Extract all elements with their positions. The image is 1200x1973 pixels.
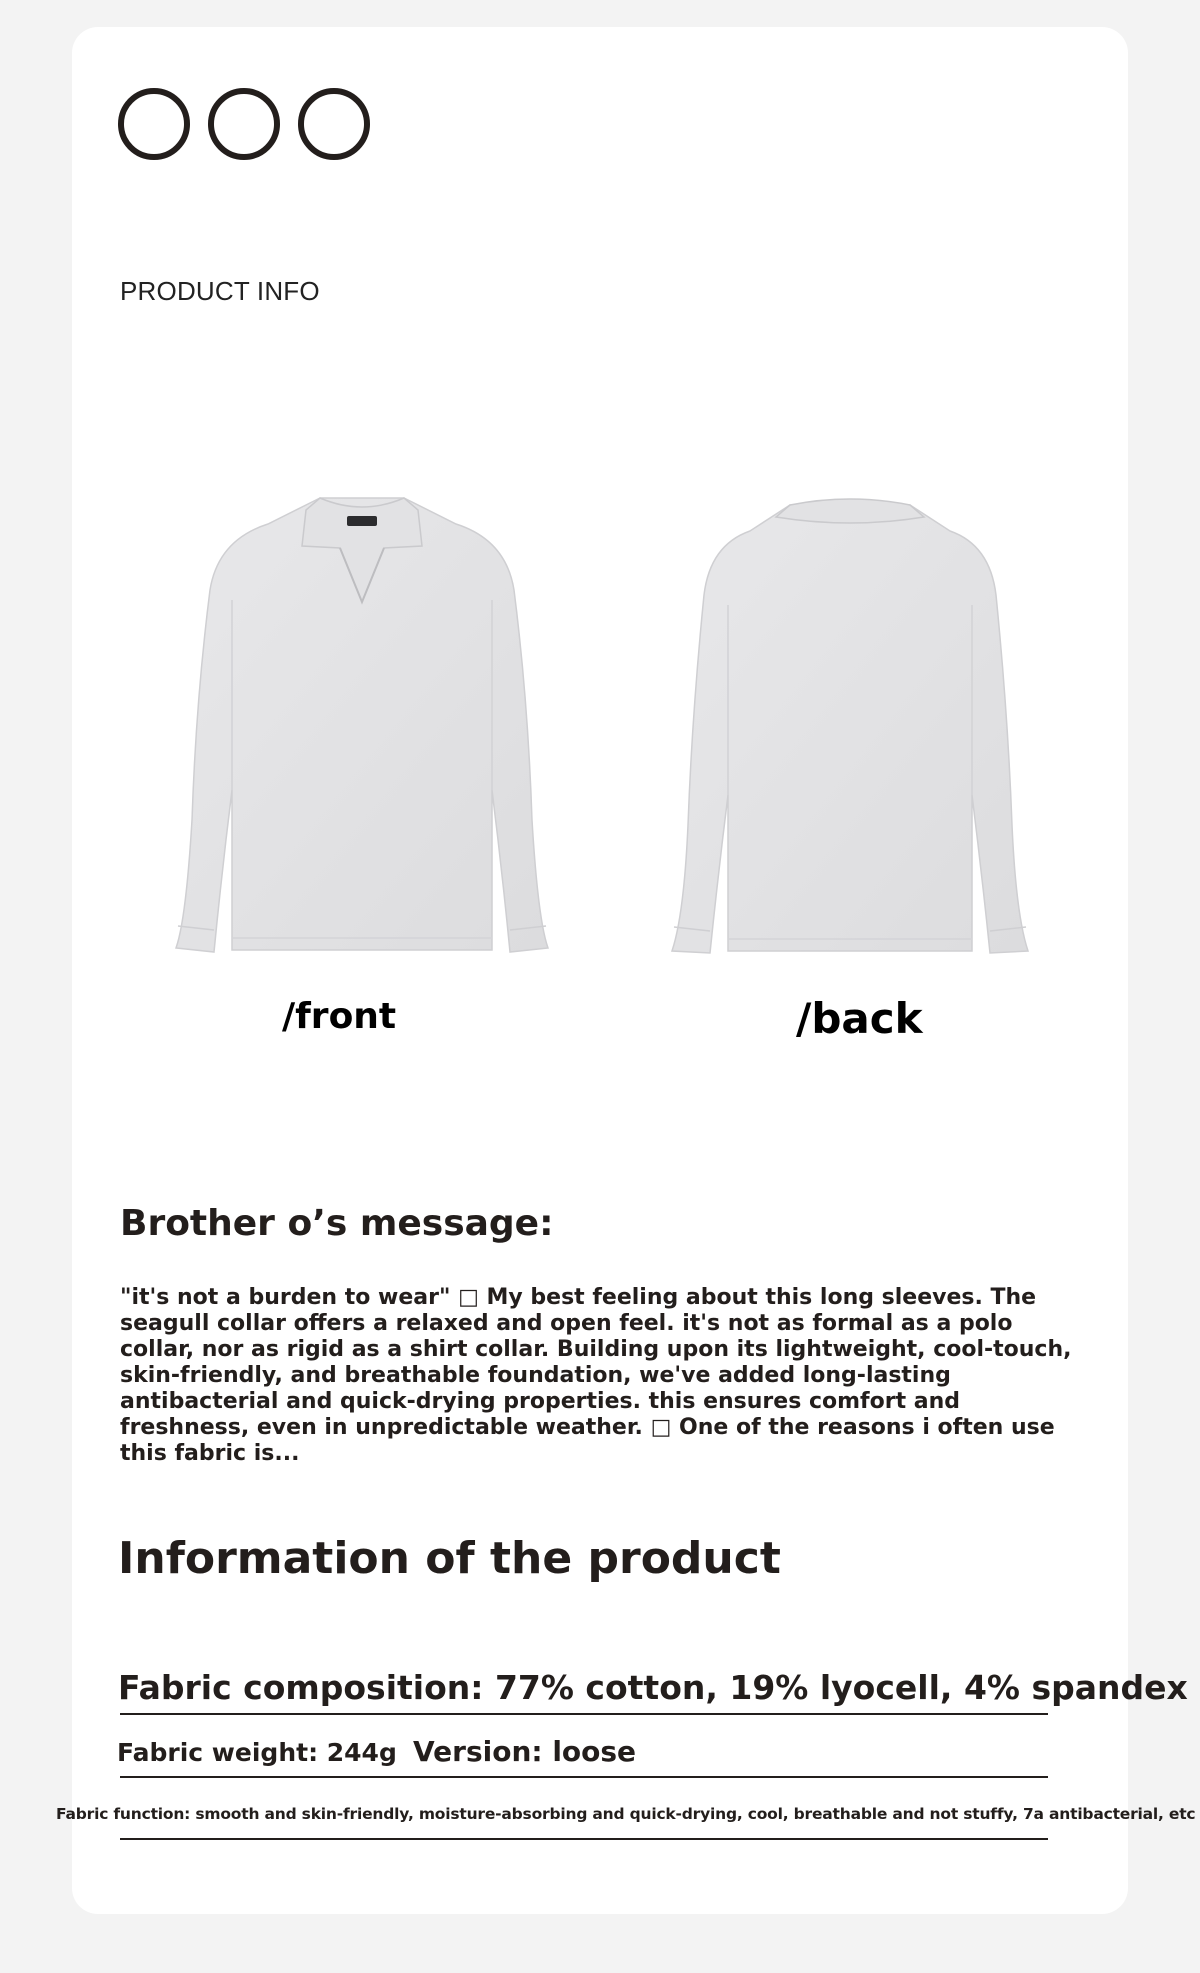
back-caption: /back bbox=[796, 994, 923, 1043]
front-caption: /front bbox=[282, 996, 397, 1037]
fabric-function: Fabric function: smooth and skin-friendly, moisture-absorbing and quick-drying, cool, breathable and not stuffy, 7a antibacterial, etc bbox=[56, 1805, 1196, 1823]
divider bbox=[120, 1713, 1048, 1715]
divider bbox=[120, 1838, 1048, 1840]
logo-circle bbox=[208, 88, 280, 160]
logo-circle bbox=[118, 88, 190, 160]
information-heading: Information of the product bbox=[118, 1533, 781, 1584]
fit-version: Version: loose bbox=[413, 1735, 637, 1768]
message-body: "it's not a burden to wear" □ My best feeling about this long sleeves. The seagull collar offers a relaxed and open feel. it's not as formal as a polo collar, nor as rigid as a shirt collar. Building upon its lightweight, cool-touch, skin-friendly, and breathable foundation, we've added long-lasting antibacterial and quick-drying properties. this ensures comfort and freshness, even in unpredictable weather. □ One of the reasons i often use this fabric is... bbox=[120, 1285, 1072, 1466]
message-heading: Brother o’s message: bbox=[120, 1203, 554, 1244]
fabric-composition: Fabric composition: 77% cotton, 19% lyocell, 4% spandex bbox=[118, 1668, 1188, 1707]
logo-circle bbox=[298, 88, 370, 160]
shirt-back-image bbox=[670, 495, 1030, 955]
fabric-weight: Fabric weight: 244g bbox=[117, 1738, 397, 1767]
divider bbox=[120, 1776, 1048, 1778]
three-circles-logo-icon bbox=[118, 88, 370, 168]
shirt-front-image bbox=[172, 490, 552, 955]
product-detail-card bbox=[72, 27, 1128, 1914]
product-info-label: PRODUCT INFO bbox=[120, 276, 320, 306]
